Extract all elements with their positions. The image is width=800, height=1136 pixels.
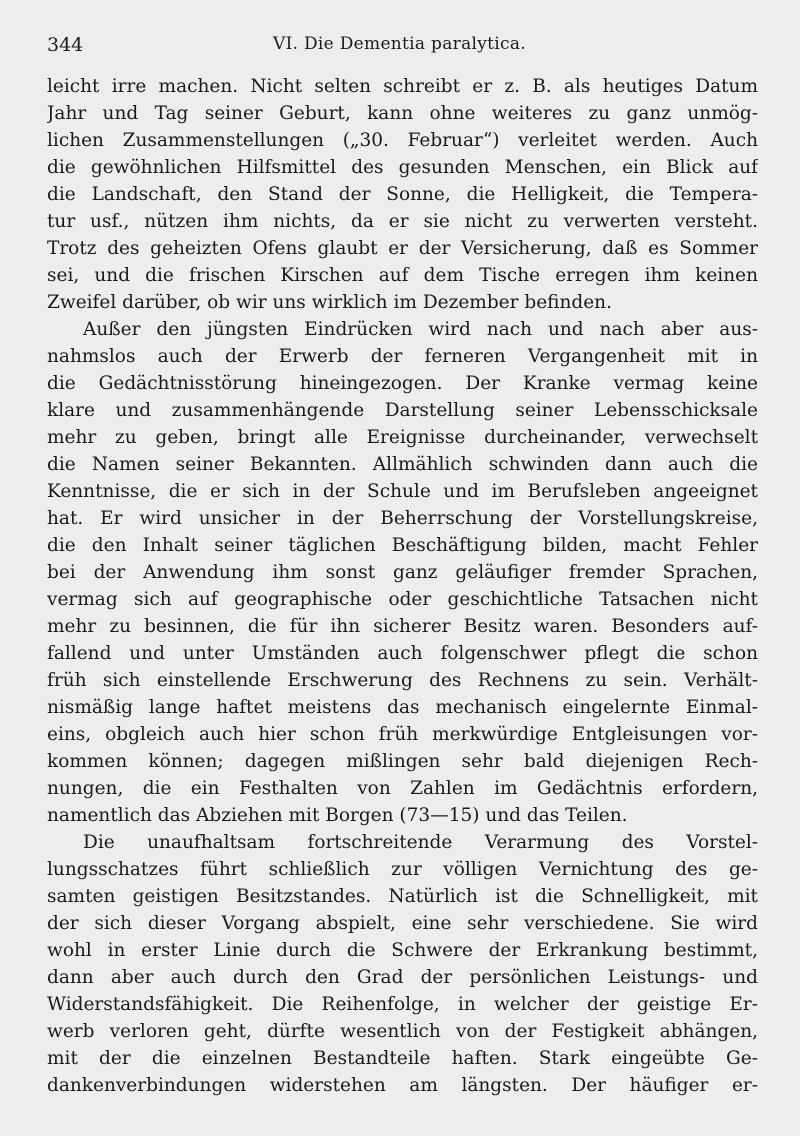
text-line: nahmslos auch der Erwerb der ferneren Vergangenheit mit in — [47, 346, 758, 367]
running-head: VI. Die Dementia paralytica. — [273, 34, 527, 54]
text-line: Die unaufhaltsam fortschreitende Verarmung des Vorstel- — [83, 832, 758, 853]
text-line: Kenntnisse, die er sich in der Schule und im Berufsleben angeeignet — [47, 481, 758, 502]
text-line: die gewöhnlichen Hilfsmittel des gesunden Menschen, ein Blick auf — [47, 157, 758, 178]
text-line: kommen können; dagegen mißlingen sehr bald diejenigen Rech- — [47, 751, 758, 772]
text-line: sei, und die frischen Kirschen auf dem Tische erregen ihm keinen — [47, 265, 758, 286]
text-line: werb verloren geht, dürfte wesentlich von der Festigkeit abhängen, — [47, 1021, 758, 1042]
text-line: Widerstandsfähigkeit. Die Reihenfolge, in welcher der geistige Er- — [47, 994, 758, 1015]
text-line: die Landschaft, den Stand der Sonne, die Helligkeit, die Tempera- — [47, 184, 758, 205]
text-line: Trotz des geheizten Ofens glaubt er der Versicherung, daß es Sommer — [47, 238, 758, 259]
body-text — [47, 73, 758, 1099]
text-line: vermag sich auf geographische oder geschichtliche Tatsachen nicht — [47, 589, 758, 610]
text-line: samten geistigen Besitzstandes. Natürlich ist die Schnelligkeit, mit — [47, 886, 758, 907]
text-line: Jahr und Tag seiner Geburt, kann ohne weiteres zu ganz unmög- — [47, 103, 758, 124]
page-header — [47, 34, 758, 60]
text-line: der sich dieser Vorgang abspielt, eine sehr verschiedene. Sie wird — [47, 913, 758, 934]
text-line: lichen Zusammenstellungen („30. Februar“) verleitet werden. Auch — [47, 130, 758, 151]
text-line: wohl in erster Linie durch die Schwere der Erkrankung bestimmt, — [47, 940, 758, 961]
text-line: dankenverbindungen widerstehen am längsten. Der häufiger er- — [47, 1075, 758, 1096]
text-line: die Gedächtnisstörung hineingezogen. Der Kranke vermag keine — [47, 373, 758, 394]
text-line: hat. Er wird unsicher in der Beherrschung der Vorstellungskreise, — [47, 508, 758, 529]
text-line: Außer den jüngsten Eindrücken wird nach und nach aber aus- — [83, 319, 758, 340]
text-line: dann aber auch durch den Grad der persönlichen Leistungs- und — [47, 967, 758, 988]
text-line: die den Inhalt seiner täglichen Beschäftigung bilden, macht Fehler — [47, 535, 758, 556]
text-line: Zweifel darüber, ob wir uns wirklich im Dezember befinden. — [47, 292, 612, 313]
text-line: mehr zu besinnen, die für ihn sicherer Besitz waren. Besonders auf- — [47, 616, 758, 637]
text-line: eins, obgleich auch hier schon früh merkwürdige Entgleisungen vor- — [47, 724, 758, 745]
text-line: mit der die einzelnen Bestandteile haften. Stark eingeübte Ge- — [47, 1048, 758, 1069]
text-line: bei der Anwendung ihm sonst ganz geläufiger fremder Sprachen, — [47, 562, 758, 583]
text-line: mehr zu geben, bringt alle Ereignisse durcheinander, verwechselt — [47, 427, 758, 448]
text-line: lungsschatzes führt schließlich zur völligen Vernichtung des ge- — [47, 859, 758, 880]
text-line: leicht irre machen. Nicht selten schreibt er z. B. als heutiges Datum — [47, 76, 758, 97]
text-line: klare und zusammenhängende Darstellung seiner Lebensschicksale — [47, 400, 758, 421]
text-line: nungen, die ein Festhalten von Zahlen im Gedächtnis erfordern, — [47, 778, 758, 799]
text-line: fallend und unter Umständen auch folgenschwer pflegt die schon — [47, 643, 758, 664]
text-line: namentlich das Abziehen mit Borgen (73—15) und das Teilen. — [47, 805, 628, 826]
text-line: früh sich einstellende Erschwerung des Rechnens zu sein. Verhält- — [47, 670, 758, 691]
page-number: 344 — [47, 34, 84, 56]
text-line: tur usf., nützen ihm nichts, da er sie nicht zu verwerten versteht. — [47, 211, 758, 232]
text-line: nismäßig lange haftet meistens das mechanisch eingelernte Einmal- — [47, 697, 758, 718]
text-line: die Namen seiner Bekannten. Allmählich schwinden dann auch die — [47, 454, 758, 475]
